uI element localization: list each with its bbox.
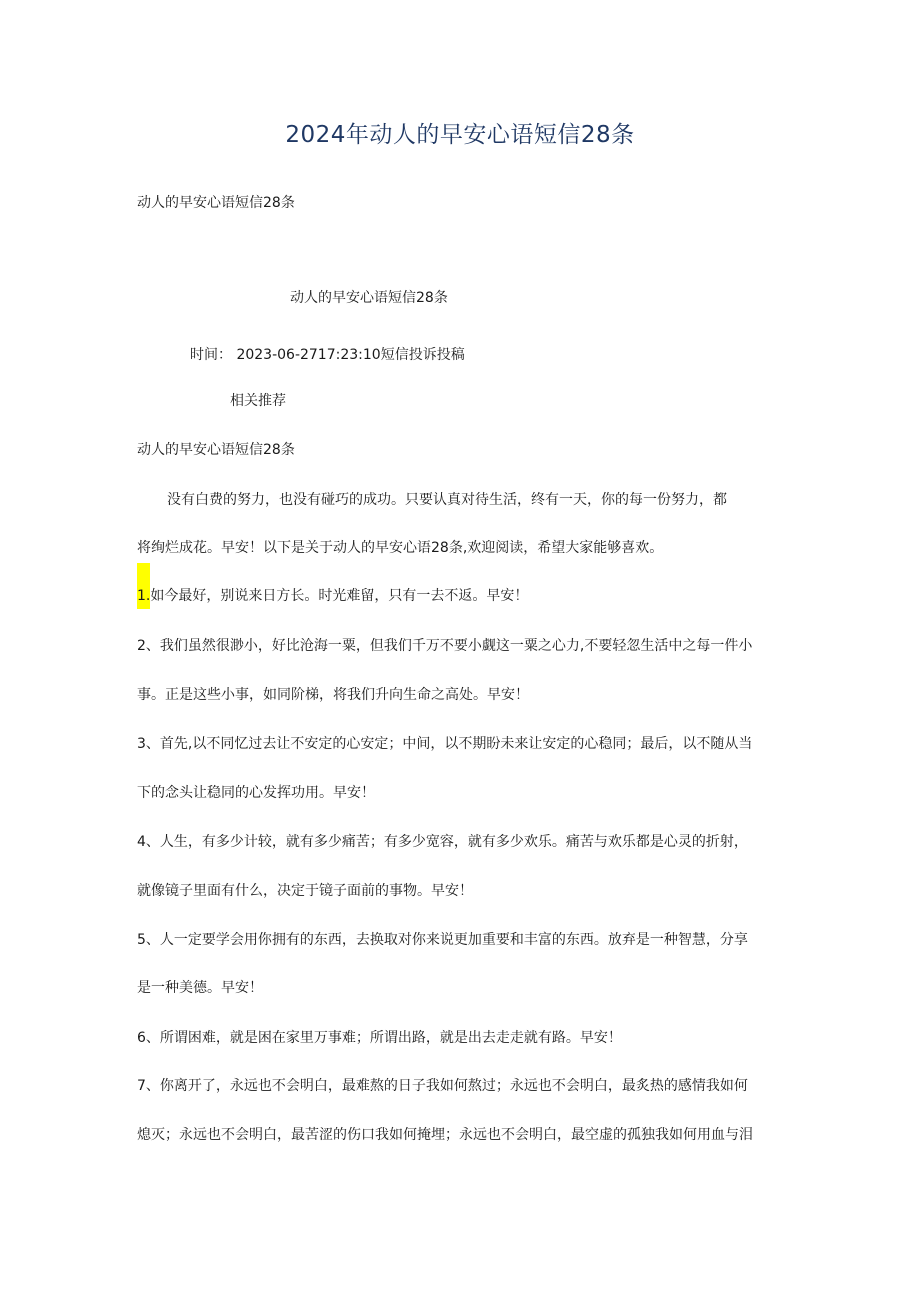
list-item-1-line-1: 1.如今最好，别说来日方长。时光难留，只有一去不返。早安！ <box>137 588 529 604</box>
list-item-3-line-1: 3、首先,以不同忆过去让不安定的心安定；中间，以不期盼未来让安定的心稳同；最后，以不随从当 <box>137 736 753 752</box>
intro-line-2: 将绚烂成花。早安！以下是关于动人的早安心语28条,欢迎阅读，希望大家能够喜欢。 <box>137 540 664 556</box>
list-item-3-line-2: 下的念头让稳同的心发挥功用。早安！ <box>137 785 375 801</box>
article-meta: 时间： 2023-06-2717:23:10短信投诉投稿 <box>190 347 465 363</box>
intro-line-1: 没有白费的努力，也没有碰巧的成功。只要认真对待生活，终有一天，你的每一份努力，都 <box>167 492 727 508</box>
list-item-6-line-1: 6、所谓困难，就是困在家里万事难；所谓出路，就是出去走走就有路。早安！ <box>137 1030 622 1046</box>
related-label: 相关推荐 <box>230 393 286 409</box>
heading-line: 动人的早安心语短信28条 <box>137 195 295 211</box>
list-item-5-line-2: 是一种美德。早安！ <box>137 980 263 996</box>
section-title: 动人的早安心语短信28条 <box>137 442 295 458</box>
list-item-2-line-2: 事。正是这些小事，如同阶梯，将我们升向生命之高处。早安！ <box>137 687 529 703</box>
list-item-4-line-1: 4、人生，有多少计较，就有多少痛苦；有多少宽容，就有多少欢乐。痛苦与欢乐都是心灵的折射， <box>137 834 748 850</box>
list-item-2-line-1: 2、我们虽然很渺小，好比沧海一粟，但我们千万不要小觑这一粟之心力,不要轻忽生活中之每一件小 <box>137 638 753 654</box>
list-item-5-line-1: 5、人一定要学会用你拥有的东西，去换取对你来说更加重要和丰富的东西。放弃是一种智慧，分享 <box>137 932 748 948</box>
article-subtitle: 动人的早安心语短信28条 <box>290 290 448 306</box>
list-item-4-line-2: 就像镜子里面有什么，决定于镜子面前的事物。早安！ <box>137 883 473 899</box>
list-item-7-line-2: 熄灭；永远也不会明白，最苦涩的伤口我如何掩埋；永远也不会明白，最空虚的孤独我如何用血与泪 <box>137 1127 753 1143</box>
document-title: 2024年动人的早安心语短信28条 <box>285 122 635 148</box>
list-item-7-line-1: 7、你离开了，永远也不会明白，最难熬的日子我如何熬过；永远也不会明白，最炙热的感情我如何 <box>137 1078 748 1094</box>
